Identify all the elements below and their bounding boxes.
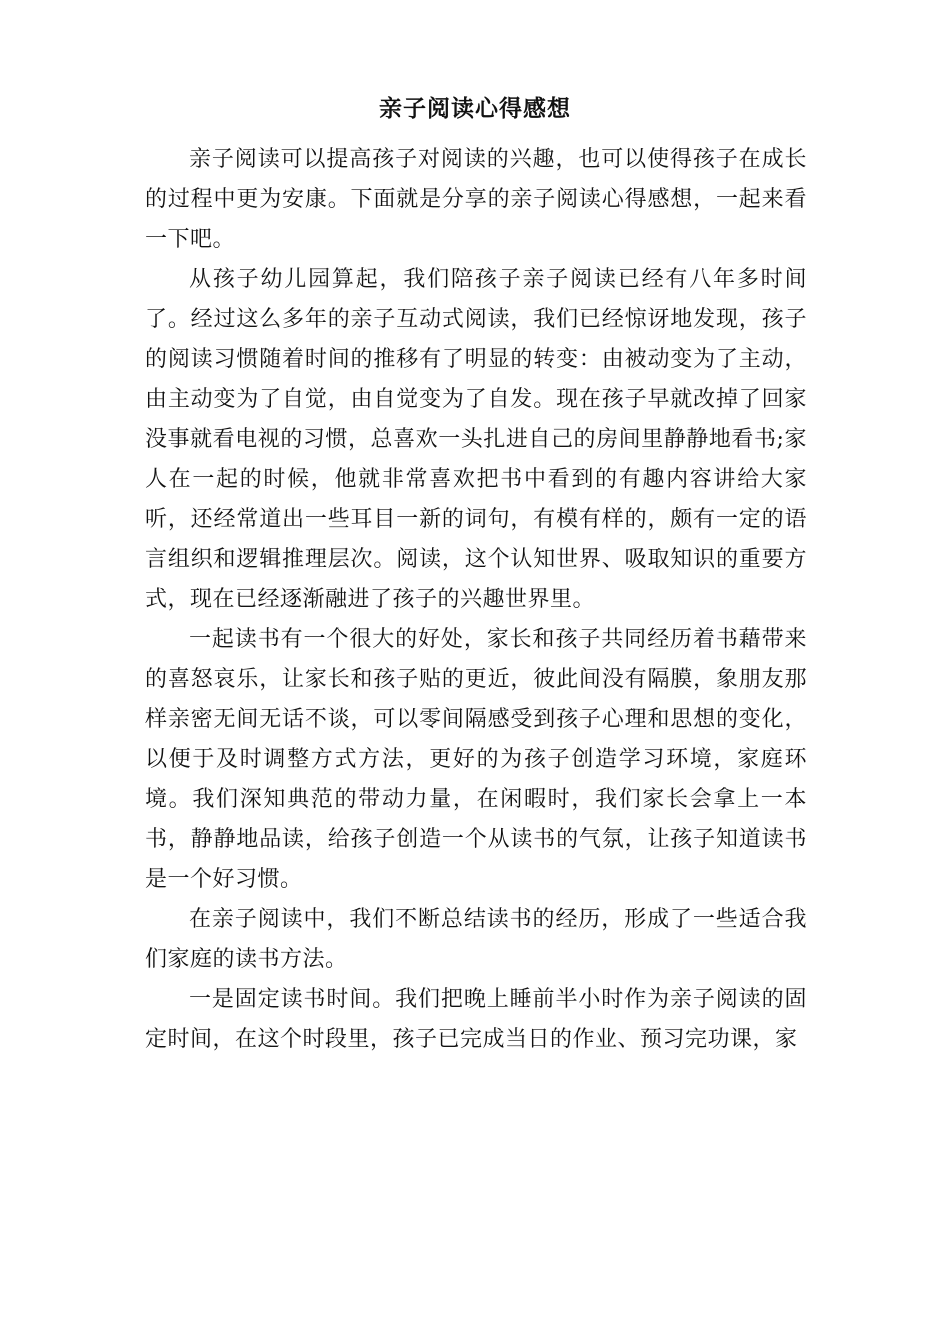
paragraph-benefits: 一起读书有一个很大的好处，家长和孩子共同经历着书藉带来的喜怒哀乐，让家长和孩子贴的更近，彼此间没有隔膜，象朋友那样亲密无间无话不谈，可以零间隔感受到孩子心理和思想的变化，以便于及时调整方式方法，更好的为孩子创造学习环境，家庭环境。我们深知典范的带动力量，在闲暇时，我们家长会拿上一本书，静静地品读，给孩子创造一个从读书的气氛，让孩子知道读书是一个好习惯。 — [145, 627, 807, 892]
paragraph-methods-intro: 在亲子阅读中，我们不断总结读书的经历，形成了一些适合我们家庭的读书方法。 — [145, 907, 807, 972]
document-title: 亲子阅读心得感想 — [379, 95, 571, 122]
paragraph-reading-habits: 从孩子幼儿园算起，我们陪孩子亲子阅读已经有八年多时间了。经过这么多年的亲子互动式阅读，我们已经惊讶地发现，孩子的阅读习惯随着时间的推移有了明显的转变：由被动变为了主动，由主动变为了自觉，由自觉变为了自发。现在孩子早就改掉了回家没事就看电视的习惯，总喜欢一头扎进自己的房间里静静地看书;家人在一起的时候，他就非常喜欢把书中看到的有趣内容讲给大家听，还经常道出一些耳目一新的词句，有模有样的，颇有一定的语言组织和逻辑推理层次。阅读，这个认知世界、吸取知识的重要方式，现在已经逐渐融进了孩子的兴趣世界里。 — [145, 267, 807, 612]
paragraph-intro: 亲子阅读可以提高孩子对阅读的兴趣，也可以使得孩子在成长的过程中更为安康。下面就是分享的亲子阅读心得感想，一起来看一下吧。 — [145, 147, 807, 252]
document-body — [145, 140, 807, 1060]
paragraph-method-one: 一是固定读书时间。我们把晚上睡前半小时作为亲子阅读的固定时间，在这个时段里，孩子已完成当日的作业、预习完功课，家 — [145, 987, 807, 1052]
